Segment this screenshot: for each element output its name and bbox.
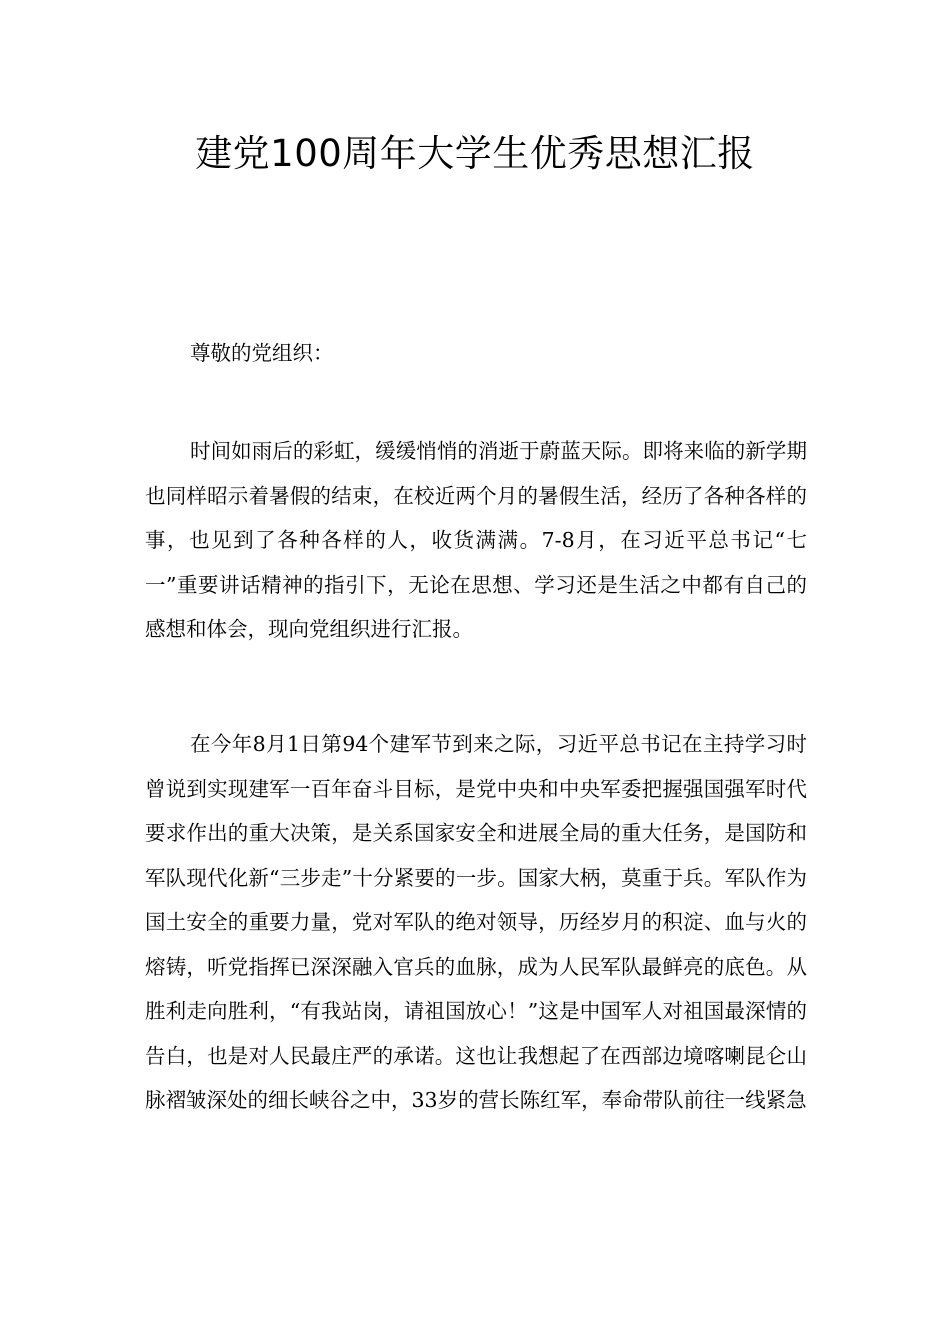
paragraph-2: 在今年8月1日第94个建军节到来之际，习近平总书记在主持学习时曾说到实现建军一百年奋斗目标，是党中央和中央军委把握强国强军时代要求作出的重大决策，是关系国家安全和进展全局的重大任务，是国防和军队现代化新“三步走”十分紧要的一步。国家大柄，莫重于兵。军队作为国土安全的重要力量，党对军队的绝对领导，历经岁月的积淀、血与火的熔铸，听党指挥已深深融入官兵的血脉，成为人民军队最鲜亮的底色。从胜利走向胜利，“有我站岗，请祖国放心！”这是中国军人对祖国最深情的告白，也是对人民最庄严的承诺。这也让我想起了在西部边境喀喇昆仑山脉褶皱深处的细长峡谷之中，33岁的营长陈红军，奉命带队前往一线紧急 bbox=[145, 732, 807, 1112]
document-title: 建党100周年大学生优秀思想汇报 bbox=[195, 132, 755, 175]
paragraph-1: 时间如雨后的彩虹，缓缓悄悄的消逝于蔚蓝天际。即将来临的新学期也同样昭示着暑假的结束，在校近两个月的暑假生活，经历了各种各样的事，也见到了各种各样的人，收货满满。7-8月，在习近平总书记“七一”重要讲话精神的指引下，无论在思想、学习还是生活之中都有自己的感想和体会，现向党组织进行汇报。 bbox=[145, 439, 807, 641]
salutation: 尊敬的党组织： bbox=[190, 341, 334, 365]
